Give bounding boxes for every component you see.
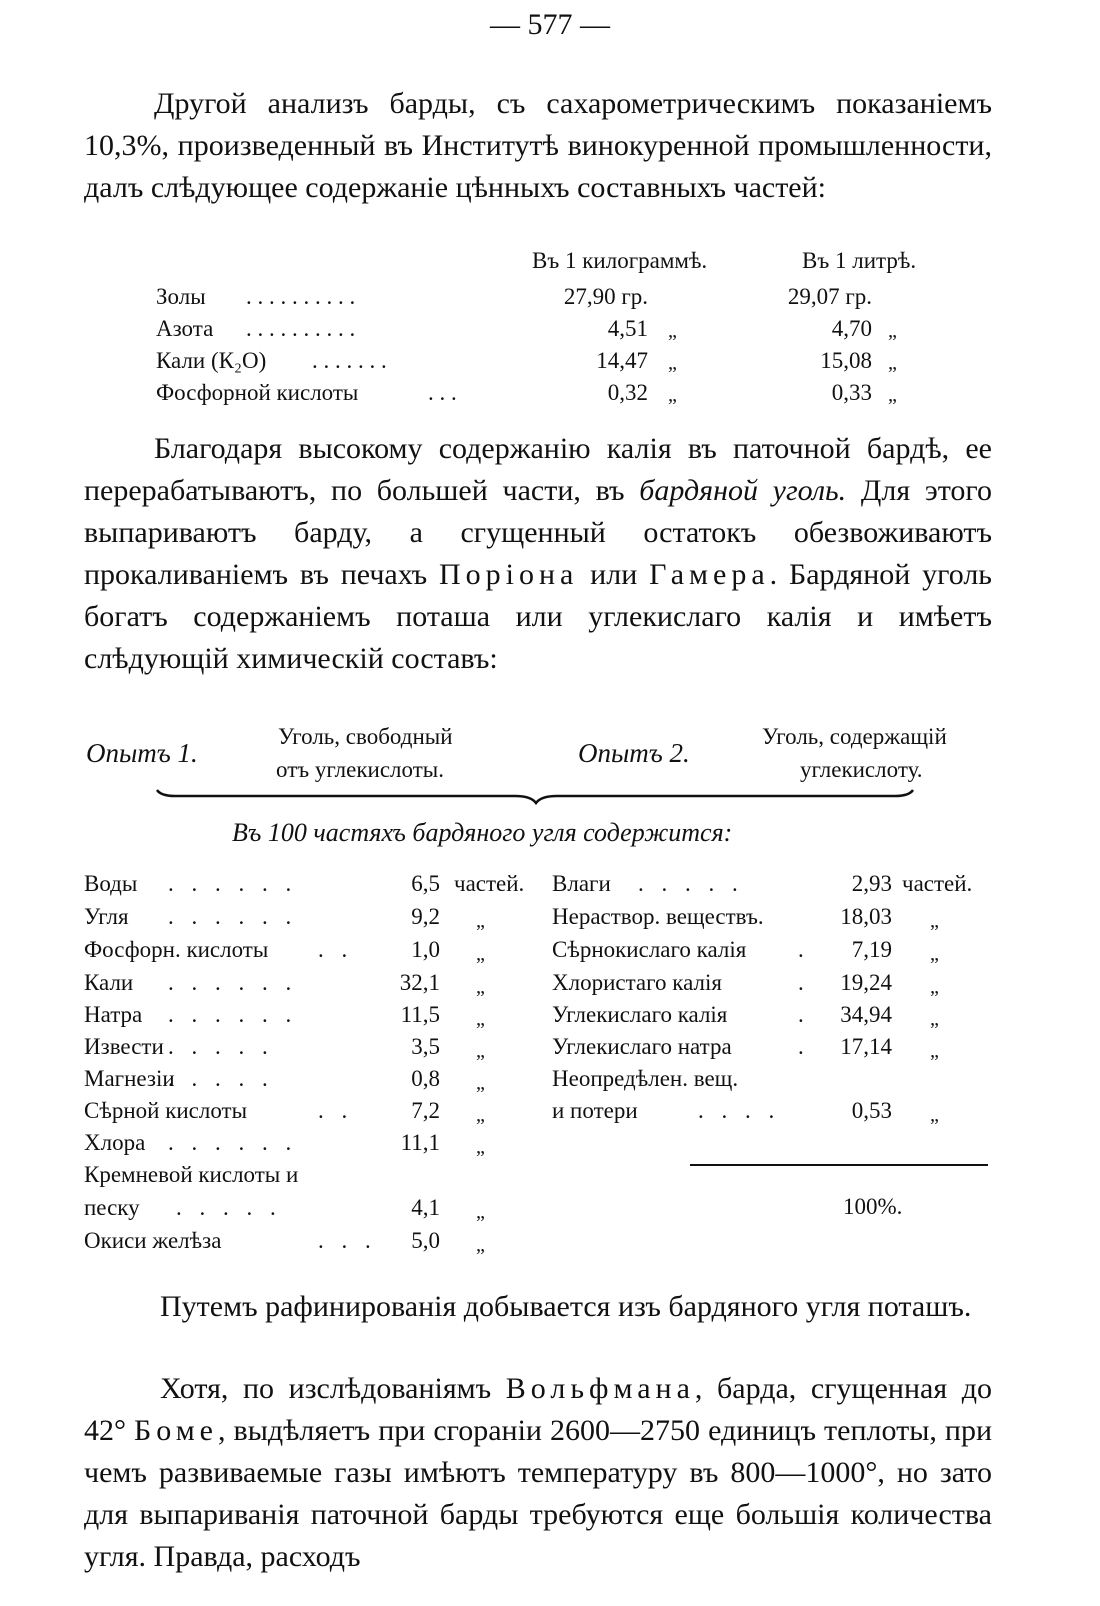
table2-right-dots: . — [798, 1034, 810, 1059]
table2-right-dots: . — [798, 970, 810, 995]
table2-left-dots: . . . . . — [176, 1195, 282, 1220]
table2-left-value: 1,0 — [411, 937, 440, 962]
table2-left-name: Натра — [84, 1002, 143, 1027]
table2-right-unit: „ — [930, 1008, 939, 1030]
table1-row-l: 29,07 гр. — [787, 284, 872, 309]
table1-col2-header: Въ 1 литрѣ. — [802, 248, 917, 273]
paragraph-2-text-e: или — [578, 558, 650, 591]
experiment-2-desc-line2: углекислоту. — [800, 757, 923, 782]
table2-right-dots: . . . . . — [638, 871, 744, 896]
table2-left-unit: частей. — [454, 871, 525, 896]
table1-row-dots: . . . . . . . — [312, 348, 387, 373]
table2-right-dots: . — [798, 1002, 810, 1027]
table2-left-value: 11,1 — [400, 1130, 440, 1155]
table2-left-unit: „ — [476, 1040, 485, 1062]
paragraph-3: Путемъ рафинированія добывается изъ бардяного угля поташъ. — [160, 1290, 972, 1323]
paragraph-4-text-a: Хотя, по изслѣдованіямъ — [160, 1372, 506, 1405]
paragraph-2-text-a: Благодаря высокому содержанію калія въ паточной бардѣ, ее перерабатываютъ, по большей части, въ — [84, 432, 992, 507]
table1-ditto-l: „ — [888, 384, 897, 406]
table2-right-unit: „ — [930, 1040, 939, 1062]
table1-row-l: 0,33 — [831, 380, 872, 405]
total-rule — [690, 1164, 988, 1166]
table2-left-unit: „ — [476, 976, 485, 998]
table2-right-unit: „ — [930, 910, 939, 932]
table2-left-value: 6,5 — [411, 871, 440, 896]
table2-right-name: Углекислаго натра — [552, 1034, 732, 1059]
table2-left-value: 4,1 — [411, 1195, 440, 1220]
table2-left-dots: . . . . . . — [168, 904, 298, 929]
table2-left-unit: „ — [476, 1234, 485, 1256]
table1-row-name: Фосфорной кислоты — [156, 380, 359, 405]
table1-ditto-l: „ — [888, 320, 897, 342]
table2-left-name: Извести — [84, 1034, 164, 1059]
table2-left-dots: . . . . . — [168, 1066, 274, 1091]
table2-right-dots: . — [798, 937, 810, 962]
table2-left-dots: . . — [318, 937, 354, 962]
table2-right-value: 2,93 — [851, 871, 892, 896]
table2-left-unit: „ — [476, 943, 485, 965]
table2-left-value: 7,2 — [411, 1098, 440, 1123]
table1-row-kg: 0,32 — [607, 380, 648, 405]
table2-right-unit: „ — [930, 976, 939, 998]
table2-right-name: Неопредѣлен. вещ. — [552, 1066, 739, 1091]
table2-left-name: Кремневой кислоты и — [84, 1162, 299, 1187]
table2-left-name: песку — [84, 1195, 140, 1220]
table1-row-l: 4,70 — [831, 316, 872, 341]
table2-right-unit: частей. — [902, 871, 973, 896]
table1-row-kg: 14,47 — [596, 348, 648, 373]
paragraph-2-name-porion: Поріона — [438, 558, 579, 591]
table1-row-dots: . . . . . . . . . . — [246, 316, 356, 341]
table2-right-name: Нераствор. веществъ. — [552, 904, 764, 929]
experiment-2-desc-line1: Уголь, содержащій — [762, 724, 947, 749]
experiment-1-desc-line2: отъ углекислоты. — [276, 757, 444, 782]
table2-right-unit: „ — [930, 1104, 939, 1126]
table2-left-value: 32,1 — [399, 970, 440, 995]
table1-ditto-kg: „ — [668, 320, 677, 342]
table2-left-name: Угля — [84, 904, 129, 929]
paragraph-2-italic-term: бардяной уголь. — [639, 474, 847, 507]
table2-right-name: Сѣрнокислаго калія — [552, 937, 747, 962]
paragraph-4-name-volfman: Вольфмана — [505, 1372, 695, 1405]
table2-left-unit: „ — [476, 1201, 485, 1223]
table2-right-value: 18,03 — [840, 904, 892, 929]
table1-row-name: Золы — [156, 284, 206, 309]
table2-right-name: Влаги — [552, 871, 611, 896]
table2-caption: Въ 100 частяхъ бардяного угля содержится: — [232, 818, 733, 847]
paragraph-4 — [84, 1368, 992, 1578]
brace — [155, 786, 915, 808]
table1-ditto-kg: „ — [668, 384, 677, 406]
table2-left-name: Фосфорн. кислоты — [84, 937, 269, 962]
paragraph-4-text-e: , выдѣляетъ при сгораніи 2600—2750 единицъ теплоты, при чемъ развиваемые газы имѣютъ температуру въ 800—1000°, но зато для выпариванія паточной барды требуются еще большія количества угля. Правда, расходъ — [84, 1414, 993, 1573]
table2-left-value: 9,2 — [411, 904, 440, 929]
paragraph-1: Другой анализъ барды, съ сахарометрическимъ показаніемъ 10,3%, произведенный въ Институтѣ винокуренной промышленности, далъ слѣдующее содержаніе цѣнныхъ составныхъ частей: — [84, 87, 992, 204]
paragraph-2-text-c: Для этого выпариваютъ барду, а сгущенный остатокъ обезвоживаютъ прокаливаніемъ въ печахъ — [84, 474, 992, 591]
table2-right-name: Углекислаго калія — [552, 1002, 728, 1027]
table2-left-name: Окиси желѣза — [84, 1228, 222, 1253]
paragraph-2-text-g: . Бардяной уголь богатъ содержаніемъ поташа или углекислаго калія и имѣетъ слѣдующій химическій составъ: — [84, 558, 992, 675]
table2-left-dots: . . — [318, 1098, 354, 1123]
table2-left-unit: „ — [476, 1008, 485, 1030]
table2-left-unit: „ — [476, 910, 485, 932]
table2-left-name: Воды — [84, 871, 138, 896]
table2-right-unit: „ — [930, 943, 939, 965]
table1-row-kg: 4,51 — [607, 316, 648, 341]
table2-left-unit: „ — [476, 1136, 485, 1158]
table1-row-l: 15,08 — [820, 348, 872, 373]
table2-left-unit: „ — [476, 1104, 485, 1126]
paragraph-2 — [84, 428, 992, 680]
table1-col1-header: Въ 1 килограммѣ. — [532, 248, 708, 273]
table2-total: 100%. — [843, 1194, 903, 1219]
table2-left-dots: . . . . . . — [168, 871, 298, 896]
table1-row-dots: . . . . . . . . . . — [246, 284, 356, 309]
experiment-1-label: Опытъ 1. — [86, 738, 198, 768]
paragraph-4-text-c: , барда, сгущенная до 42° — [84, 1372, 992, 1447]
table2-right-name: Хлористаго калія — [552, 970, 722, 995]
table2-left-dots: . . . . . . — [168, 1130, 298, 1155]
table2-left-dots: . . . . . . — [168, 970, 298, 995]
table2-left-name: Сѣрной кислоты — [84, 1098, 248, 1123]
table2-left-dots: . . . . . — [168, 1034, 274, 1059]
table2-left-value: 3,5 — [411, 1034, 440, 1059]
table2-right-value: 7,19 — [851, 937, 892, 962]
experiment-2-label: Опытъ 2. — [578, 738, 690, 768]
table2-left-dots: . . . — [318, 1228, 377, 1253]
table2-left-value: 0,8 — [411, 1066, 440, 1091]
table1-row-name: Азота — [156, 316, 214, 341]
experiment-1-desc-line1: Уголь, свободный — [278, 724, 453, 749]
table1-row-name: Кали (К₂О) — [156, 348, 267, 373]
table2-left-value: 5,0 — [411, 1228, 440, 1253]
table2-left-name: Хлора — [84, 1130, 146, 1155]
table2-right-dots: . . . . — [698, 1098, 781, 1123]
paragraph-2-name-gamer: Гамера — [649, 558, 770, 591]
table1-ditto-kg: „ — [668, 352, 677, 374]
table2-right-value: 19,24 — [840, 970, 892, 995]
page-number: — 577 — — [490, 8, 610, 41]
table2-left-unit: „ — [476, 1072, 485, 1094]
table2-right-name: и потери — [552, 1098, 638, 1123]
table2-left-dots: . . . . . . — [168, 1002, 298, 1027]
table2-right-value: 0,53 — [851, 1098, 892, 1123]
table1-row-dots: . . . — [428, 380, 457, 405]
table1-row-kg: 27,90 гр. — [563, 284, 648, 309]
table2-right-value: 34,94 — [840, 1002, 892, 1027]
table2-left-name: Кали — [84, 970, 134, 995]
table1-ditto-l: „ — [888, 352, 897, 374]
table2-left-value: 11,5 — [400, 1002, 440, 1027]
table2-right-value: 17,14 — [840, 1034, 892, 1059]
paragraph-4-name-bome: Боме — [134, 1414, 219, 1447]
table2-left-name: Магнезіи — [84, 1066, 175, 1091]
